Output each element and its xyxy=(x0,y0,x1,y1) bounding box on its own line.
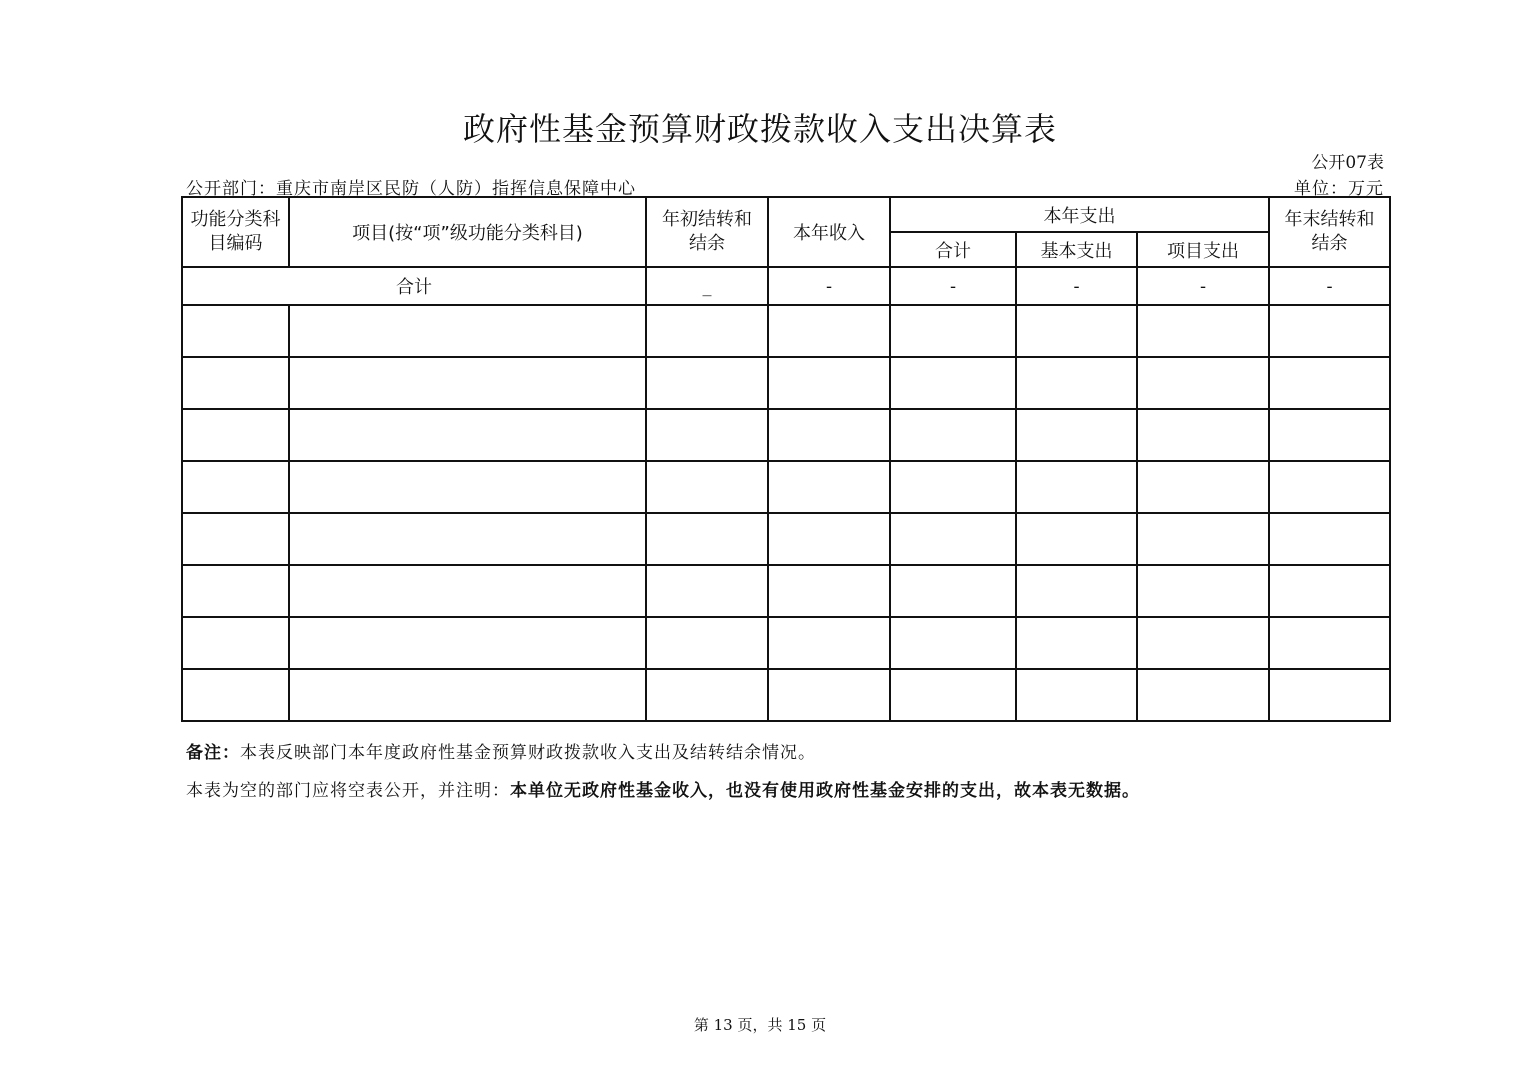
total-label: 合计 xyxy=(182,267,646,305)
note-line-2 xyxy=(186,776,1140,801)
unit-label: 单位：万元 xyxy=(1294,179,1384,199)
note-label: 备注： xyxy=(186,743,240,763)
table-cell xyxy=(182,305,289,357)
table-cell xyxy=(890,669,1016,721)
total-end-balance: - xyxy=(1269,267,1390,305)
table-cell xyxy=(1016,513,1137,565)
table-row xyxy=(182,565,1390,617)
table-row xyxy=(182,357,1390,409)
header-expense-group: 本年支出 xyxy=(890,197,1269,232)
table-cell xyxy=(289,513,646,565)
note-line-1 xyxy=(186,738,816,763)
table-cell xyxy=(890,409,1016,461)
table-cell xyxy=(1269,669,1390,721)
table-cell xyxy=(1269,357,1390,409)
header-expense-total: 合计 xyxy=(890,232,1016,267)
table-row xyxy=(182,305,1390,357)
table-cell xyxy=(1137,669,1269,721)
table-cell xyxy=(182,409,289,461)
table-cell xyxy=(1137,565,1269,617)
header-expense-project: 项目支出 xyxy=(1137,232,1269,267)
form-code: 公开07表 xyxy=(1311,153,1384,173)
table-cell xyxy=(289,617,646,669)
table-cell xyxy=(890,617,1016,669)
table-cell xyxy=(1137,461,1269,513)
department-label: 公开部门：重庆市南岸区民防（人防）指挥信息保障中心 xyxy=(186,179,636,199)
header-end-balance: 年末结转和结余 xyxy=(1269,197,1390,267)
table-cell xyxy=(646,513,768,565)
table-cell xyxy=(890,357,1016,409)
table-cell xyxy=(768,357,890,409)
table-cell xyxy=(890,305,1016,357)
table-cell xyxy=(890,461,1016,513)
table-cell xyxy=(890,513,1016,565)
table-cell xyxy=(182,513,289,565)
table-cell xyxy=(768,565,890,617)
table-cell xyxy=(646,669,768,721)
page-title: 政府性基金预算财政拨款收入支出决算表 xyxy=(462,110,1057,148)
table-cell xyxy=(1016,409,1137,461)
table-cell xyxy=(646,409,768,461)
table-cell xyxy=(646,357,768,409)
table-cell xyxy=(182,565,289,617)
note-text-1: 本表反映部门本年度政府性基金预算财政拨款收入支出及结转结余情况。 xyxy=(240,743,816,763)
table-cell xyxy=(289,565,646,617)
table-row xyxy=(182,409,1390,461)
table-cell xyxy=(1016,305,1137,357)
budget-table xyxy=(181,196,1391,722)
table-cell xyxy=(646,461,768,513)
table-cell xyxy=(1016,669,1137,721)
table-cell xyxy=(1016,617,1137,669)
table-row-total xyxy=(182,267,1390,305)
table-cell xyxy=(1269,565,1390,617)
table-cell xyxy=(1269,305,1390,357)
total-expense-project: - xyxy=(1137,267,1269,305)
total-begin-balance: _ xyxy=(646,267,768,305)
table-cell xyxy=(182,617,289,669)
table-row xyxy=(182,461,1390,513)
table-cell xyxy=(289,669,646,721)
table-cell xyxy=(1016,565,1137,617)
table-row xyxy=(182,669,1390,721)
table-row xyxy=(182,617,1390,669)
table-cell xyxy=(289,305,646,357)
total-expense-total: - xyxy=(890,267,1016,305)
table-cell xyxy=(182,461,289,513)
table-cell xyxy=(1137,357,1269,409)
table-cell xyxy=(182,669,289,721)
table-cell xyxy=(1269,409,1390,461)
table-cell xyxy=(1137,513,1269,565)
table-cell xyxy=(768,305,890,357)
header-item: 项目(按“项”级功能分类科目) xyxy=(289,197,646,267)
table-cell xyxy=(890,565,1016,617)
page-footer: 第 13 页，共 15 页 xyxy=(693,1016,827,1034)
table-cell xyxy=(646,565,768,617)
table-cell xyxy=(289,461,646,513)
table-cell xyxy=(1137,409,1269,461)
table-cell xyxy=(646,617,768,669)
table-cell xyxy=(768,669,890,721)
table-cell xyxy=(768,461,890,513)
table-cell xyxy=(1137,305,1269,357)
total-income: - xyxy=(768,267,890,305)
table-cell xyxy=(1016,357,1137,409)
note-text-2-bold: 本单位无政府性基金收入，也没有使用政府性基金安排的支出，故本表无数据。 xyxy=(510,781,1140,801)
table-cell xyxy=(1269,617,1390,669)
table-cell xyxy=(768,409,890,461)
table-cell xyxy=(768,617,890,669)
header-expense-basic: 基本支出 xyxy=(1016,232,1137,267)
table-cell xyxy=(289,409,646,461)
table-cell xyxy=(646,305,768,357)
total-expense-basic: - xyxy=(1016,267,1137,305)
table-cell xyxy=(182,357,289,409)
header-income: 本年收入 xyxy=(768,197,890,267)
table-cell xyxy=(1269,461,1390,513)
table-cell xyxy=(1137,617,1269,669)
table-cell xyxy=(289,357,646,409)
header-begin-balance: 年初结转和结余 xyxy=(646,197,768,267)
table-cell xyxy=(1016,461,1137,513)
table-row xyxy=(182,513,1390,565)
note-text-2-prefix: 本表为空的部门应将空表公开，并注明： xyxy=(186,781,510,801)
header-code: 功能分类科目编码 xyxy=(182,197,289,267)
table-cell xyxy=(768,513,890,565)
table-cell xyxy=(1269,513,1390,565)
